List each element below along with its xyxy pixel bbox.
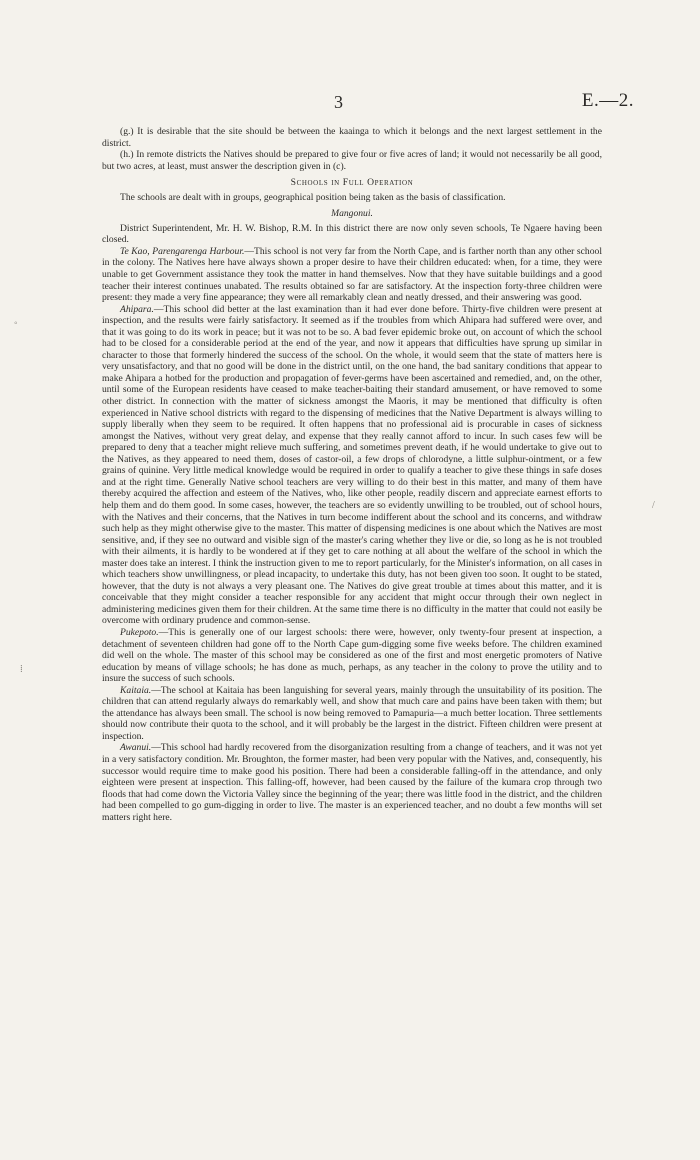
page-number: 3 — [334, 92, 343, 112]
paragraph-g: (g.) It is desirable that the site should be between the kaainga to which it belongs and the next largest settlement in the district. — [102, 126, 602, 149]
school-text: —This school is not very far from the North Cape, and is farther north than any other school in the colony. The Natives here have always shown a proper desire to have their children educated: when, for a time, they were unable to get Government assistance they took the matter in hand themselves. Now that they have suitable buildings and a good teacher their interest continues unabated. The results obtained so far are satisfactory. At the inspection forty-three children were present: they made a very fine appearance; they were all remarkably clean and neatly dressed, and their answering was good. — [102, 245, 602, 304]
school-name: Te Kao, Parengarenga Harbour. — [120, 245, 245, 257]
section-heading: Schools in Full Operation — [290, 177, 414, 189]
school-name: Kaitaia. — [120, 684, 152, 696]
paragraph-h: (h.) In remote districts the Natives should be prepared to give four or five acres of land; it would not necessarily be all good, but two acres, at least, must answer the description given in (c). — [102, 149, 602, 172]
school-paragraph-pukepoto — [102, 627, 602, 685]
school-text: —The school at Kaitaia has been languishing for several years, mainly through the unsuitability of its position. The children that can attend regularly always do remarkably well, and show that much care and pains have been taken with them; but the attendance has always been small. The school is now being removed to Pamapuria—a much better location. Three settlements should now contribute their quota to the school, and it will probably be the largest in the district. Fifteen children were present at inspection. — [102, 684, 602, 742]
school-paragraph-awanui — [102, 742, 602, 823]
margin-mark: ◦ — [14, 318, 18, 329]
intro-paragraph: The schools are dealt with in groups, geographical position being taken as the basis of classification. — [120, 191, 506, 203]
school-name: Awanui. — [120, 742, 152, 754]
school-paragraph-te-kao — [102, 246, 602, 304]
document-reference: E.—2. — [581, 90, 634, 111]
document-body — [102, 126, 602, 823]
school-text: —This school did better at the last examination than it had ever done before. Thirty-five children were present at inspection, and the results were fairly satisfactory. It seemed as if the troubles from which Ahipara had suffered were over, and that it was going to do its work in peace; but it was not to be so. A bad fever epidemic broke out, on account of which the school had to be closed for a considerable period at the end of the year, and now it appears that difficulties have sprung up similar in character to those that formerly hindered the success of the school. On the whole, it would seem that the state of matters here is very unsatisfactory, and that no good will be done in the district until, on the one hand, the bad sanitary conditions that appear to make Ahipara a hotbed for the production and propagation of fever-germs have been ascertained and remedied, and, on the other, until some of the European residents have ceased to make teacher-baiting their standard amusement, or have removed to some other district. In connection with the matter of sickness amongst the Maoris, it may be mentioned that difficulty is often experienced in Native school districts with regard to the dispensing of medicines that the Native Department is always willing to supply liberally when they seem to be required. It often happens that no professional aid is procurable in cases of sickness amongst the Natives, without very great delay, and expense that they really cannot afford to incur. In such cases few will be prepared to deny that a teacher might relieve much suffering, and sometimes prevent death, if he would undertake to give out to the Natives, as they appeared to need them, doses of castor-oil, a few drops of chlorodyne, a little sulphur-ointment, or a few grains of quinine. Very little medical knowledge would be required in order to qualify a teacher to give these things in safe doses and at the right time. Generally Native school teachers are very willing to do their best in this matter, and many of them have thereby acquired the affection and esteem of the Natives, who, like other people, readily discern and appreciate earnest efforts to help them and do them good. In some cases, however, the teachers are so evidently unwilling to be troubled, out of school hours, with the Natives and their concerns, that the Natives in turn become indifferent about the school and its concerns, and withdraw such help as they might otherwise give to the master. This matter of dispensing medicines is one about which the Natives are most sensitive, and, if they see no outward and visible sign of the master's caring whether they live or die, so long as he is not troubled with their ailments, it is hardly to be wondered at if they get to care nothing at all about the welfare of the school in which the master does take an interest. I think the instruction given to me to report particularly, for the Minister's information, on all cases in which teachers show unwillingness, or plead incapacity, to undertake this duty, has not been given too soon. It ought to be stated, however, that the duty is not always a very pleasant one. The Natives do give great trouble at times about this matter, and it is conceivable that they might consider a teacher responsible for any accident that might occur through their own neglect in administering medicines given them for their children. At the same time there is no difficulty in the matter that could not easily be overcome with ordinary prudence and common-sense. — [102, 303, 602, 627]
margin-mark: / — [652, 500, 655, 511]
district-heading: Mangonui. — [331, 208, 373, 220]
superintendent-paragraph: District Superintendent, Mr. H. W. Bishop, R.M. In this district there are now only seven schools, Te Ngaere having been closed. — [102, 222, 602, 246]
school-name: Pukepoto. — [120, 626, 159, 638]
school-text: —This is generally one of our largest schools: there were, however, only twenty-four present at inspection, a detachment of seventeen children had gone off to the North Cape gum-digging some five weeks before. The children examined did well on the whole. The master of this school may be considered as one of the first and most energetic promoters of Native education by means of village schools; he has done as much, perhaps, as any teacher in the colony to prove the utility and to insure the success of such schools. — [102, 626, 602, 685]
margin-mark: ⁞ — [20, 664, 23, 675]
page-header — [0, 92, 700, 116]
school-paragraph-ahipara — [102, 304, 602, 627]
school-text: —This school had hardly recovered from the disorganization resulting from a change of teachers, and it was not yet in a very satisfactory condition. Mr. Broughton, the former master, had been very popular with the Natives, and, consequently, his successor would require time to make good his position. There had been a considerable falling-off in the attendance, and only eighteen were present at inspection. This falling-off, however, had been caused by the failure of the kumara crop through two floods that had come down the Victoria Valley since the beginning of the year; there was little food in the district, and the children had been compelled to go gum-digging in order to live. The master is an experienced teacher, and no doubt a few months will set matters right here. — [102, 742, 602, 823]
school-paragraph-kaitaia — [102, 685, 602, 743]
school-name: Ahipara. — [120, 303, 154, 315]
